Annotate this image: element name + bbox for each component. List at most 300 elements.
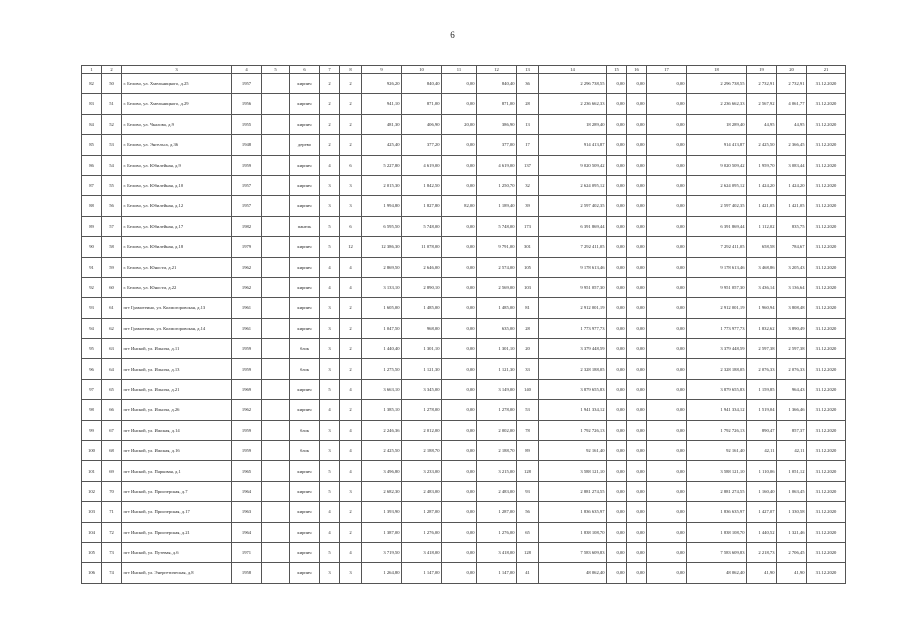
table-cell: 2 012,00 [402,420,442,440]
table-cell: 2 483,00 [402,481,442,501]
table-cell: 3 136,64 [777,277,807,297]
table-cell: кирпич [290,379,320,399]
table-cell: 1 842,50 [402,175,442,195]
address-cell: пгт Инской, ул. Ижская, д.16 [122,441,232,461]
table-cell [262,114,290,134]
table-cell: 425,40 [362,135,402,155]
table-cell: 2 002,00 [477,420,517,440]
table-cell: 914 413,87 [539,135,607,155]
table-cell: 481,30 [362,114,402,134]
table-cell: 1957 [232,196,262,216]
table-cell [262,94,290,114]
address-cell: пгт Инской, ул. Ильича, д.11 [122,339,232,359]
table-cell: 72 [102,522,122,542]
table-cell: 1 832,62 [747,318,777,338]
address-cell: пгт Инской, ул. Приозерская, д.7 [122,481,232,501]
table-cell: 140 [517,379,539,399]
column-header: 3 [122,66,232,74]
table-cell: 5 [320,216,340,236]
table-cell: 31.12.2020 [807,155,846,175]
table-cell: 5 [320,237,340,257]
address-cell: пгт Инской, ул. Парковая, д.1 [122,461,232,481]
table-cell: 1963 [232,502,262,522]
table-cell: 9 020 509,42 [539,155,607,175]
table-cell: 0,00 [627,135,647,155]
table-cell: 2 [340,135,362,155]
table-cell: 0,00 [627,155,647,175]
table-cell: 0,00 [442,175,477,195]
table-cell: 4 [340,257,362,277]
table-cell: 3 418,00 [477,542,517,562]
table-cell: 65 [102,379,122,399]
table-cell: 0,00 [607,318,627,338]
table-cell [262,196,290,216]
table-cell: 4 [320,502,340,522]
table-cell: 31.12.2020 [807,114,846,134]
table-cell: 55 [102,175,122,195]
table-cell: 51 [102,94,122,114]
table-cell: 0,00 [607,481,627,501]
table-row [82,257,846,277]
table-cell: 0,00 [607,135,627,155]
table-cell: кирпич [290,277,320,297]
page-number: 6 [450,30,455,40]
table-cell: 58 [102,237,122,257]
table-cell: 0,00 [627,114,647,134]
table-cell: 0,00 [647,400,687,420]
table-cell: 1962 [232,257,262,277]
address-cell: пгт Инской, ул. Ильича, д.13 [122,359,232,379]
table-cell: 2 869,50 [362,257,402,277]
table-cell: 5 [320,461,340,481]
table-cell: 1 427,07 [747,502,777,522]
table-cell: кирпич [290,318,320,338]
table-cell: кирпич [290,155,320,175]
table-cell: 2 597 402,35 [687,196,747,216]
table-cell: 31.12.2020 [807,522,846,542]
table-cell: 2 [340,318,362,338]
table-cell: 9 951 057,30 [539,277,607,297]
table-cell: 2 [320,94,340,114]
table-cell: 9 178 613,46 [687,257,747,277]
table-cell: 1 424,20 [747,175,777,195]
address-cell: пгт Инской, ул. Путевая, д.6 [122,542,232,562]
column-header: 7 [320,66,340,74]
table-cell: 2 076,33 [747,359,777,379]
table-cell: 3 [320,441,340,461]
table-cell [262,400,290,420]
table-row [82,481,846,501]
table-cell: 88 [82,196,102,216]
table-cell: 2 218,73 [747,542,777,562]
table-cell: 2 296 738,55 [539,74,607,94]
address-cell: пгт Инской, ул. Приозерская, д.17 [122,502,232,522]
table-cell: 1948 [232,135,262,155]
table-cell: 1 959,70 [747,155,777,175]
table-cell: 0,00 [607,441,627,461]
table-cell: 31.12.2020 [807,563,846,583]
table-cell: 39 [517,196,539,216]
table-cell: 0,00 [647,298,687,318]
table-cell: кирпич [290,298,320,318]
table-cell: 1 773 977,73 [687,318,747,338]
table-cell: 0,00 [627,318,647,338]
table-cell: 1961 [232,318,262,338]
table-cell: 1 160,40 [747,481,777,501]
table-cell: 53 [517,400,539,420]
table-cell: 6 [340,155,362,175]
table-cell: 0,00 [647,196,687,216]
table-cell: 5 [320,481,340,501]
table-row [82,216,846,236]
table-cell: 0,00 [442,461,477,481]
table-cell: 2 296 738,55 [687,74,747,94]
table-cell: 658,58 [747,237,777,257]
table-cell: 0,00 [647,74,687,94]
table-cell: блок [290,359,320,379]
table-cell: 3 205,43 [777,257,807,277]
table-cell: 106 [82,563,102,583]
table-cell: 1957 [232,74,262,94]
table-cell: 36 [517,74,539,94]
table-cell: 0,00 [647,277,687,297]
table-cell: 70 [102,481,122,501]
table-cell: 93 [517,481,539,501]
address-cell: г. Белово, ул. Чкалова, д.9 [122,114,232,134]
table-row [82,400,846,420]
table-cell: 3 [320,175,340,195]
table-cell: 2 328 188,05 [687,359,747,379]
table-cell: 1965 [232,461,262,481]
table-cell: 102 [82,481,102,501]
table-cell: 31.12.2020 [807,379,846,399]
table-cell: 1 519,04 [747,400,777,420]
table-row [82,298,846,318]
table-cell: 0,00 [607,175,627,195]
table-row [82,237,846,257]
table-cell: 2 [340,339,362,359]
table-cell: 12 386,30 [362,237,402,257]
address-cell: пгт Инской, ул. Ижская, д.14 [122,420,232,440]
table-cell: 3 808,48 [777,298,807,318]
table-cell: 1959 [232,339,262,359]
table-cell: 105 [517,257,539,277]
table-cell: 2 597,38 [777,339,807,359]
table-cell: 1982 [232,216,262,236]
table-cell: 1959 [232,155,262,175]
table-cell: 1 147,00 [402,563,442,583]
table-cell: кирпич [290,461,320,481]
table-cell: 1 773 977,73 [539,318,607,338]
table-cell: 0,00 [647,114,687,134]
column-header: 12 [477,66,517,74]
table-cell: кирпич [290,94,320,114]
table-row [82,175,846,195]
table-cell: 2 015,30 [362,175,402,195]
table-cell: 4 [320,277,340,297]
table-cell: 1 941 334,12 [539,400,607,420]
table-cell: 31.12.2020 [807,359,846,379]
table-cell: 2 [340,74,362,94]
table-cell: кирпич [290,481,320,501]
table-cell: 4 [320,155,340,175]
address-cell: г. Белово, ул. Хмельницкого, д.29 [122,94,232,114]
table-cell: 20,00 [442,114,477,134]
table-cell: 1956 [232,94,262,114]
table-cell: 1959 [232,359,262,379]
table-cell: 0,00 [627,94,647,114]
table-row [82,155,846,175]
table-row [82,94,846,114]
table-cell: 3 215,00 [477,461,517,481]
table-cell: блок [290,441,320,461]
table-cell: 0,00 [607,298,627,318]
table-cell [262,481,290,501]
table-cell: 31.12.2020 [807,441,846,461]
table-cell: 1 112,02 [747,216,777,236]
table-cell: 41,90 [747,563,777,583]
table-cell: 28 [517,94,539,114]
table-row [82,379,846,399]
address-cell: пгт Грамотеино, ул. Колмогоровская, д.13 [122,298,232,318]
table-cell: 2 890,10 [402,277,442,297]
table-cell: 1 110,06 [747,461,777,481]
table-cell: 0,00 [442,216,477,236]
table-cell: 90 [82,237,102,257]
table-cell: 2 236 662,33 [539,94,607,114]
table-cell: 0,00 [607,420,627,440]
table-cell: 1 366,46 [777,400,807,420]
table-cell: 4 [320,257,340,277]
table-cell: 1 159,85 [747,379,777,399]
table-cell: 98 [82,400,102,420]
table-cell: 94 [82,318,102,338]
table-cell: 0,00 [627,461,647,481]
table-cell: 95 [82,339,102,359]
table-cell: 31.12.2020 [807,135,846,155]
table-cell: 0,00 [607,379,627,399]
table-cell: 66 [102,400,122,420]
table-cell: 5 748,00 [477,216,517,236]
table-cell: 840,40 [402,74,442,94]
table-cell: 0,00 [627,400,647,420]
table-cell: 0,00 [607,277,627,297]
table-cell: 31.12.2020 [807,400,846,420]
table-cell: 2 881 274,55 [687,481,747,501]
table-cell: 0,00 [627,74,647,94]
table-cell [262,257,290,277]
table-cell [262,339,290,359]
table-cell: 968,00 [402,318,442,338]
table-cell: кирпич [290,563,320,583]
table-cell: кирпич [290,257,320,277]
table-cell: 31.12.2020 [807,420,846,440]
table-cell: 0,00 [607,339,627,359]
table-cell: 0,00 [607,257,627,277]
table-cell: 1 941 334,12 [687,400,747,420]
table-cell: 2 597,38 [747,339,777,359]
column-header: 11 [442,66,477,74]
table-cell: 0,00 [647,359,687,379]
table-cell: 2 912 001,19 [687,298,747,318]
address-cell: г. Белово, ул. Юности, д.21 [122,257,232,277]
table-cell: 2 706,45 [777,542,807,562]
table-cell: 4 [340,542,362,562]
table-cell: 0,00 [442,441,477,461]
table-cell: 9 178 613,46 [539,257,607,277]
table-cell: 2 [320,114,340,134]
table-cell: 3 [320,196,340,216]
table-cell: 31.12.2020 [807,461,846,481]
table-cell: 1 047,50 [362,318,402,338]
table-cell: 31.12.2020 [807,175,846,195]
table-cell: 3 083,44 [777,155,807,175]
table-cell: 74 [102,563,122,583]
table-cell: 2 624 095,12 [687,175,747,195]
table-cell: 3 719,50 [362,542,402,562]
table-cell: 2 076,33 [777,359,807,379]
table-cell: 32 [517,175,539,195]
table-cell: 92 161,40 [687,441,747,461]
table-cell: 4 619,00 [402,155,442,175]
table-cell: 1 147,00 [477,563,517,583]
table-cell: 0,00 [607,522,627,542]
table-cell: 2 188,70 [402,441,442,461]
table-cell: 3 [320,563,340,583]
table-cell: 635,00 [477,318,517,338]
table-cell: 1979 [232,237,262,257]
table-cell: 0,00 [627,481,647,501]
table-cell: 4 [340,461,362,481]
table-cell: 3 [340,175,362,195]
table-cell: 1 385,10 [362,400,402,420]
table-cell: 173 [517,216,539,236]
table-cell [262,379,290,399]
table-row [82,359,846,379]
column-header: 21 [807,66,846,74]
table-cell: 0,00 [442,135,477,155]
table-cell: 0,00 [627,175,647,195]
table-cell: кирпич [290,196,320,216]
table-cell: 31.12.2020 [807,502,846,522]
table-cell: 926,20 [362,74,402,94]
table-cell: кирпич [290,114,320,134]
address-cell: г. Белово, ул. Юности, д.22 [122,277,232,297]
table-cell: 103 [82,502,102,522]
table-cell: 0,00 [627,502,647,522]
table-cell: 31.12.2020 [807,257,846,277]
table-cell: 42,11 [747,441,777,461]
table-cell: 2 [340,114,362,134]
table-cell: 82,00 [442,196,477,216]
table-cell: 0,00 [627,237,647,257]
table-cell: 1962 [232,400,262,420]
table-cell [262,563,290,583]
table-row [82,563,846,583]
table-cell: 0,00 [647,481,687,501]
table-cell: 890,47 [747,420,777,440]
table-cell: 2 912 001,19 [539,298,607,318]
table-cell: 9 791,00 [477,237,517,257]
table-cell: 1 275,50 [362,359,402,379]
table-cell: 6 391 869,44 [539,216,607,236]
table-cell: 128 [517,461,539,481]
table-cell: 0,00 [442,277,477,297]
table-cell: кирпич [290,502,320,522]
table-cell: 62 [102,318,122,338]
table-cell: 2 425,50 [747,135,777,155]
table-cell: панель [290,216,320,236]
table-cell: 87 [82,175,102,195]
table-cell: 13 [517,114,539,134]
table-cell: 67 [102,420,122,440]
table-cell: 1 836 635,97 [687,502,747,522]
table-cell: 0,00 [442,379,477,399]
table-cell: 56 [517,502,539,522]
table-cell: 2 188,70 [477,441,517,461]
table-cell: 41,90 [777,563,807,583]
table-cell: 5 227,80 [362,155,402,175]
table-cell: 101 [82,461,102,481]
table-cell: 1 330,58 [777,502,807,522]
table-cell: 3 468,86 [747,257,777,277]
table-cell: 1 051,12 [777,461,807,481]
table-row [82,441,846,461]
column-header: 19 [747,66,777,74]
table-cell: 0,00 [607,359,627,379]
table-cell: 0,00 [607,155,627,175]
table-cell: 59 [102,257,122,277]
table-cell: 0,00 [442,155,477,175]
table-cell: 3 379 448,59 [687,339,747,359]
table-cell: 56 [102,196,122,216]
table-cell: 2 425,50 [362,441,402,461]
table-cell: 3 588 121,10 [539,461,607,481]
table-cell: 3 [320,420,340,440]
table-cell: 52 [102,114,122,134]
column-header: 6 [290,66,320,74]
table-cell: 137 [517,155,539,175]
table-cell: 60 [102,277,122,297]
table-cell: 0,00 [442,257,477,277]
table-cell: 97 [82,379,102,399]
table-cell: 89 [517,441,539,461]
table-cell: 1957 [232,175,262,195]
address-cell: г. Белово, ул. Юбилейная, д.18 [122,237,232,257]
table-cell: 53 [102,135,122,155]
table-row [82,502,846,522]
column-header: 2 [102,66,122,74]
table-cell: 9 951 057,30 [687,277,747,297]
table-cell: 54 [102,155,122,175]
table-cell: 0,00 [647,94,687,114]
table-cell: 3 149,00 [477,379,517,399]
table-cell: 1971 [232,542,262,562]
table-cell: 2 [340,359,362,379]
address-cell: г. Белово, ул. Юбилейная, д.10 [122,175,232,195]
table-cell: 0,00 [442,339,477,359]
table-cell: 2 597 402,35 [539,196,607,216]
table-cell: 20 [517,339,539,359]
table-cell: 0,00 [442,298,477,318]
table-cell: 3 233,00 [402,461,442,481]
address-cell: пгт Инской, ул. Приозерская, д.21 [122,522,232,542]
table-cell: 5 [320,542,340,562]
table-cell: 1959 [232,420,262,440]
table-cell: 31.12.2020 [807,318,846,338]
table-cell: 0,00 [627,379,647,399]
table-cell: 1 301,10 [477,339,517,359]
